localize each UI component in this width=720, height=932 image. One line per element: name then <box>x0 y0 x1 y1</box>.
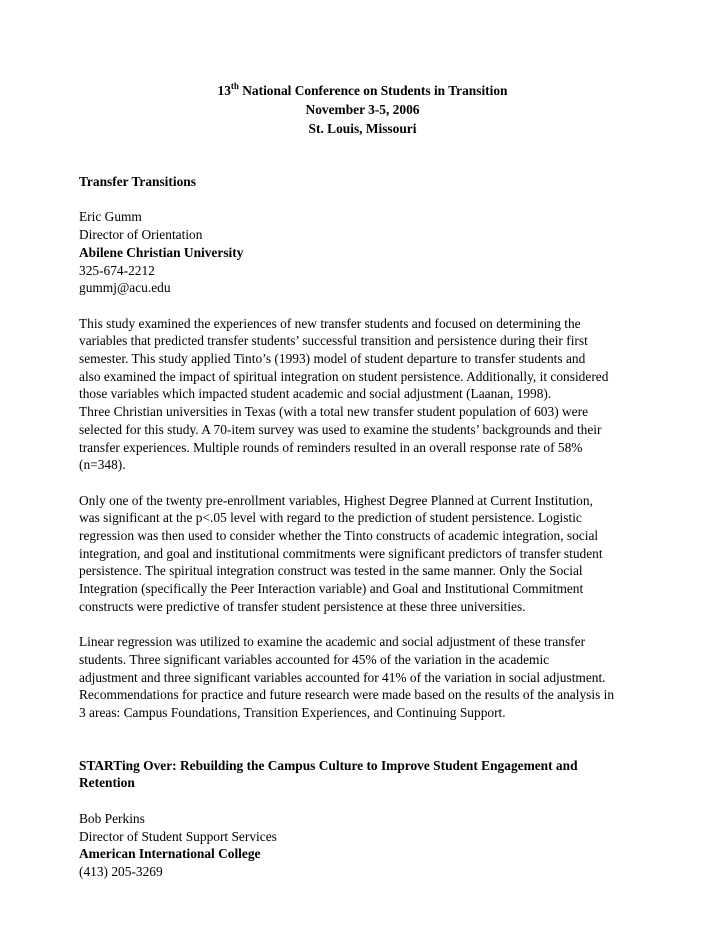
presenter-name: Eric Gumm <box>79 209 142 225</box>
abstract-line: integration, and goal and institutional commitments were significant predictors of transfer student <box>79 545 603 561</box>
abstract-line: adjustment and three significant variables accounted for 41% of the variation in social adjustment. <box>79 669 606 685</box>
session-title-line: Retention <box>79 775 135 791</box>
abstract-line: Integration (specifically the Peer Interaction variable) and Goal and Institutional Commitment <box>79 581 584 597</box>
session-starting-over <box>79 757 645 881</box>
presenter-phone: (413) 205-3269 <box>79 863 163 879</box>
session-title-line: STARTing Over: Rebuilding the Campus Culture to Improve Student Engagement and <box>79 757 578 773</box>
abstract-line: (n=348). <box>79 457 126 473</box>
conference-title <box>80 81 645 100</box>
presenter-block <box>79 208 645 297</box>
abstract-line: transfer experiences. Multiple rounds of reminders resulted in an overall response rate of 58% <box>79 439 583 455</box>
presenter-institution: American International College <box>79 846 261 862</box>
session-title <box>79 173 645 191</box>
conference-location: St. Louis, Missouri <box>308 121 417 136</box>
abstract-line: those variables which impacted student academic and social adjustment (Laanan, 1998). <box>79 386 552 402</box>
conference-dates: November 3-5, 2006 <box>305 102 420 117</box>
abstract-line: was significant at the p<.05 level with regard to the prediction of student persistence. Logistic <box>79 510 582 526</box>
presenter-institution: Abilene Christian University <box>79 244 244 260</box>
presenter-name: Bob Perkins <box>79 810 145 826</box>
session-title <box>79 757 645 792</box>
abstract-paragraph <box>79 492 645 616</box>
abstract-line: Recommendations for practice and future research were made based on the results of the analysis in <box>79 687 615 703</box>
presenter-role: Director of Orientation <box>79 227 203 243</box>
abstract-line: semester. This study applied Tinto’s (1993) model of student departure to transfer students and <box>79 351 586 366</box>
abstract-line: also examined the impact of spiritual integration on student persistence. Additionally, it considered <box>79 368 609 384</box>
abstract-line: Only one of the twenty pre-enrollment variables, Highest Degree Planned at Current Institution, <box>79 492 593 508</box>
abstract-line: constructs were predictive of transfer student persistence at these three universities. <box>79 598 526 614</box>
abstract-line: 3 areas: Campus Foundations, Transition Experiences, and Continuing Support. <box>79 705 506 721</box>
conference-name: National Conference on Students in Transition <box>238 83 508 98</box>
session-title-line: Transfer Transitions <box>79 174 196 189</box>
abstract-line: variables that predicted transfer students’ successful transition and persistence during their first <box>79 333 588 349</box>
session-transfer-transitions <box>79 173 645 722</box>
presenter-phone: 325-674-2212 <box>79 262 155 278</box>
abstract-paragraph <box>79 315 645 474</box>
abstract-line: This study examined the experiences of new transfer students and focused on determining the <box>79 315 581 331</box>
abstract-line: selected for this study. A 70-item survey was used to examine the students’ backgrounds and their <box>79 421 602 437</box>
abstract-line: Three Christian universities in Texas (with a total new transfer student population of 603) were <box>79 404 589 420</box>
abstract-line: persistence. The spiritual integration construct was tested in the same manner. Only the Social <box>79 563 583 579</box>
conference-ordinal-number: 13 <box>217 83 231 98</box>
abstract-paragraph <box>79 633 645 722</box>
abstract-line: Linear regression was utilized to examine the academic and social adjustment of these transfer <box>79 634 586 650</box>
presenter-email: gummj@acu.edu <box>79 280 171 296</box>
document-page <box>79 81 645 881</box>
abstract-line: regression was then used to consider whether the Tinto constructs of academic integration, social <box>79 528 599 544</box>
conference-ordinal-suffix: th <box>230 80 239 91</box>
abstract <box>79 315 645 722</box>
presenter-block <box>79 810 645 881</box>
abstract-line: students. Three significant variables accounted for 45% of the variation in the academic <box>79 651 550 667</box>
presenter-role: Director of Student Support Services <box>79 828 277 844</box>
conference-header <box>80 81 645 138</box>
